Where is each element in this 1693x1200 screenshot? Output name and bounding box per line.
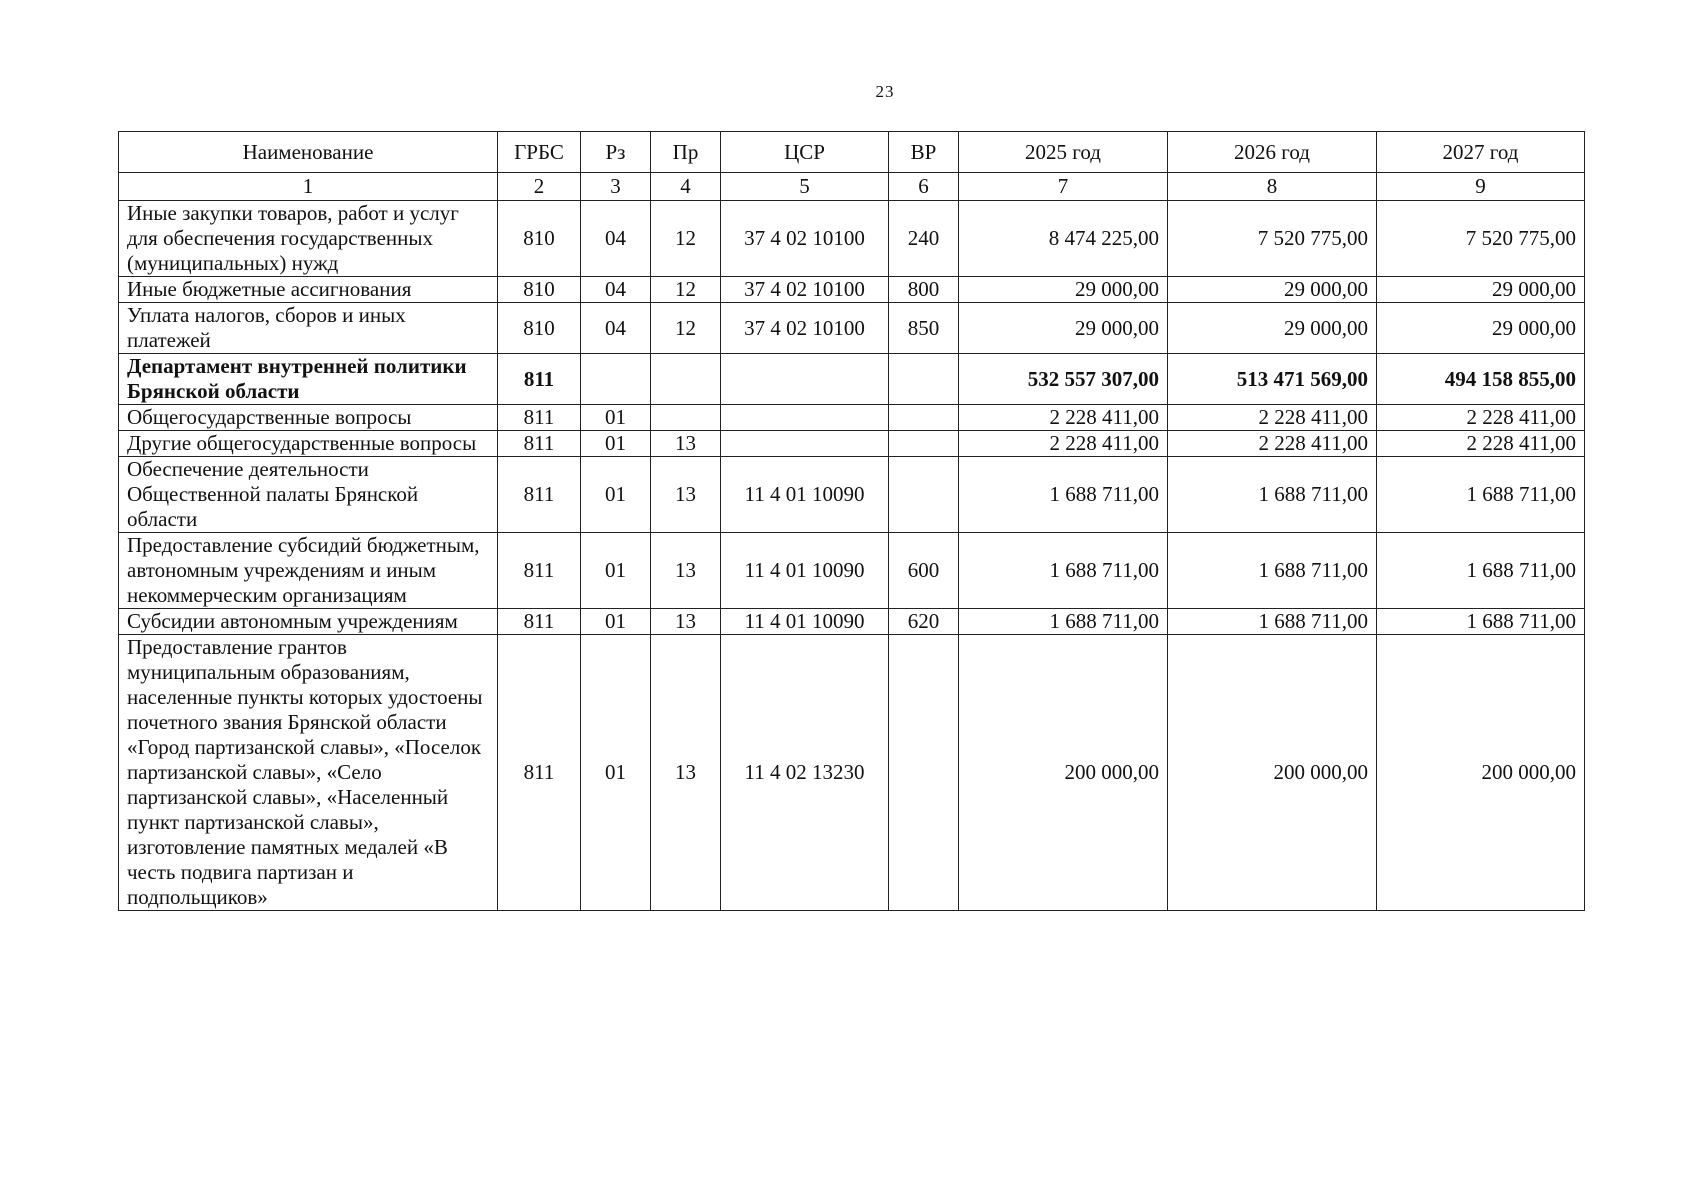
- table-row: [119, 609, 1585, 635]
- table-row: [119, 354, 1585, 405]
- cell-name: Обеспечение деятельности Общественной палаты Брянской области: [119, 457, 498, 533]
- cell-name: Предоставление грантов муниципальным образованиям, населенные пункты которых удостоены почетного звания Брянской области «Город партизанской славы», «Поселок партизанской славы», «Село партизанской славы», «Населенный пункт партизанской славы», изготовление памятных медалей «В честь подвига партизан и подпольщиков»: [119, 635, 498, 911]
- table-row: [119, 457, 1585, 533]
- table-row: [119, 277, 1585, 303]
- cell-name: Другие общегосударственные вопросы: [119, 431, 498, 457]
- table-body: [119, 201, 1585, 911]
- cell-pr: 13: [651, 457, 721, 533]
- column-number: 3: [581, 173, 651, 201]
- header-name: Наименование: [119, 132, 498, 173]
- cell-vr: 620: [889, 609, 959, 635]
- cell-pr: 12: [651, 201, 721, 277]
- cell-pr: 13: [651, 635, 721, 911]
- cell-name: Департамент внутренней политики Брянской области: [119, 354, 498, 405]
- table-row: [119, 303, 1585, 354]
- header-csr: ЦСР: [721, 132, 889, 173]
- cell-csr: [721, 431, 889, 457]
- column-number: 5: [721, 173, 889, 201]
- cell-2027: 494 158 855,00: [1377, 354, 1585, 405]
- header-2026: 2026 год: [1168, 132, 1377, 173]
- cell-name: Субсидии автономным учреждениям: [119, 609, 498, 635]
- cell-2027: 1 688 711,00: [1377, 609, 1585, 635]
- cell-grbs: 810: [498, 201, 581, 277]
- table-row: [119, 201, 1585, 277]
- cell-grbs: 811: [498, 405, 581, 431]
- cell-vr: 850: [889, 303, 959, 354]
- cell-2025: 2 228 411,00: [959, 431, 1168, 457]
- column-number-row: [119, 173, 1585, 201]
- cell-csr: [721, 354, 889, 405]
- cell-2027: 29 000,00: [1377, 277, 1585, 303]
- cell-2026: 1 688 711,00: [1168, 457, 1377, 533]
- header-2027: 2027 год: [1377, 132, 1585, 173]
- cell-2026: 1 688 711,00: [1168, 533, 1377, 609]
- cell-name: Предоставление субсидий бюджетным, автономным учреждениям и иным некоммерческим организациям: [119, 533, 498, 609]
- cell-2027: 29 000,00: [1377, 303, 1585, 354]
- cell-2027: 7 520 775,00: [1377, 201, 1585, 277]
- table-row: [119, 533, 1585, 609]
- cell-2025: 2 228 411,00: [959, 405, 1168, 431]
- cell-2027: 2 228 411,00: [1377, 405, 1585, 431]
- cell-csr: 11 4 02 13230: [721, 635, 889, 911]
- cell-2026: 7 520 775,00: [1168, 201, 1377, 277]
- cell-2027: 1 688 711,00: [1377, 457, 1585, 533]
- cell-vr: [889, 405, 959, 431]
- cell-2026: 513 471 569,00: [1168, 354, 1377, 405]
- cell-2025: 1 688 711,00: [959, 457, 1168, 533]
- cell-grbs: 811: [498, 431, 581, 457]
- cell-2026: 29 000,00: [1168, 277, 1377, 303]
- cell-grbs: 810: [498, 303, 581, 354]
- cell-rz: 01: [581, 635, 651, 911]
- cell-2025: 200 000,00: [959, 635, 1168, 911]
- cell-csr: 37 4 02 10100: [721, 277, 889, 303]
- cell-2027: 1 688 711,00: [1377, 533, 1585, 609]
- cell-vr: [889, 635, 959, 911]
- column-number: 9: [1377, 173, 1585, 201]
- cell-grbs: 811: [498, 457, 581, 533]
- cell-vr: 600: [889, 533, 959, 609]
- cell-pr: [651, 354, 721, 405]
- cell-csr: 11 4 01 10090: [721, 457, 889, 533]
- budget-table: [118, 131, 1585, 911]
- cell-2026: 1 688 711,00: [1168, 609, 1377, 635]
- cell-pr: 12: [651, 303, 721, 354]
- cell-2027: 200 000,00: [1377, 635, 1585, 911]
- column-number: 2: [498, 173, 581, 201]
- cell-rz: [581, 354, 651, 405]
- cell-2025: 29 000,00: [959, 303, 1168, 354]
- cell-rz: 01: [581, 405, 651, 431]
- table-row: [119, 635, 1585, 911]
- cell-pr: 13: [651, 533, 721, 609]
- cell-vr: 800: [889, 277, 959, 303]
- cell-2025: 532 557 307,00: [959, 354, 1168, 405]
- cell-pr: 13: [651, 609, 721, 635]
- cell-vr: 240: [889, 201, 959, 277]
- cell-rz: 01: [581, 431, 651, 457]
- cell-2025: 8 474 225,00: [959, 201, 1168, 277]
- table-row: [119, 431, 1585, 457]
- column-number: 1: [119, 173, 498, 201]
- header-row: [119, 132, 1585, 173]
- cell-name: Общегосударственные вопросы: [119, 405, 498, 431]
- column-number: 8: [1168, 173, 1377, 201]
- cell-2027: 2 228 411,00: [1377, 431, 1585, 457]
- cell-vr: [889, 431, 959, 457]
- cell-grbs: 811: [498, 609, 581, 635]
- cell-2025: 1 688 711,00: [959, 533, 1168, 609]
- cell-2026: 2 228 411,00: [1168, 405, 1377, 431]
- cell-csr: 11 4 01 10090: [721, 533, 889, 609]
- column-number: 7: [959, 173, 1168, 201]
- cell-rz: 04: [581, 201, 651, 277]
- cell-2025: 29 000,00: [959, 277, 1168, 303]
- cell-2026: 200 000,00: [1168, 635, 1377, 911]
- cell-rz: 01: [581, 457, 651, 533]
- header-2025: 2025 год: [959, 132, 1168, 173]
- cell-grbs: 811: [498, 635, 581, 911]
- cell-vr: [889, 457, 959, 533]
- column-number: 6: [889, 173, 959, 201]
- header-pr: Пр: [651, 132, 721, 173]
- header-grbs: ГРБС: [498, 132, 581, 173]
- cell-name: Иные бюджетные ассигнования: [119, 277, 498, 303]
- cell-csr: 37 4 02 10100: [721, 201, 889, 277]
- cell-grbs: 811: [498, 354, 581, 405]
- cell-csr: 37 4 02 10100: [721, 303, 889, 354]
- cell-2026: 29 000,00: [1168, 303, 1377, 354]
- column-number: 4: [651, 173, 721, 201]
- cell-grbs: 811: [498, 533, 581, 609]
- page-number: 23: [875, 82, 895, 101]
- cell-rz: 01: [581, 609, 651, 635]
- cell-pr: [651, 405, 721, 431]
- cell-rz: 04: [581, 277, 651, 303]
- cell-pr: 13: [651, 431, 721, 457]
- cell-rz: 01: [581, 533, 651, 609]
- cell-grbs: 810: [498, 277, 581, 303]
- cell-vr: [889, 354, 959, 405]
- cell-name: Уплата налогов, сборов и иных платежей: [119, 303, 498, 354]
- header-vr: ВР: [889, 132, 959, 173]
- cell-rz: 04: [581, 303, 651, 354]
- header-rz: Рз: [581, 132, 651, 173]
- cell-csr: 11 4 01 10090: [721, 609, 889, 635]
- table-row: [119, 405, 1585, 431]
- cell-2026: 2 228 411,00: [1168, 431, 1377, 457]
- cell-name: Иные закупки товаров, работ и услуг для обеспечения государственных (муниципальных) нужд: [119, 201, 498, 277]
- cell-csr: [721, 405, 889, 431]
- cell-pr: 12: [651, 277, 721, 303]
- cell-2025: 1 688 711,00: [959, 609, 1168, 635]
